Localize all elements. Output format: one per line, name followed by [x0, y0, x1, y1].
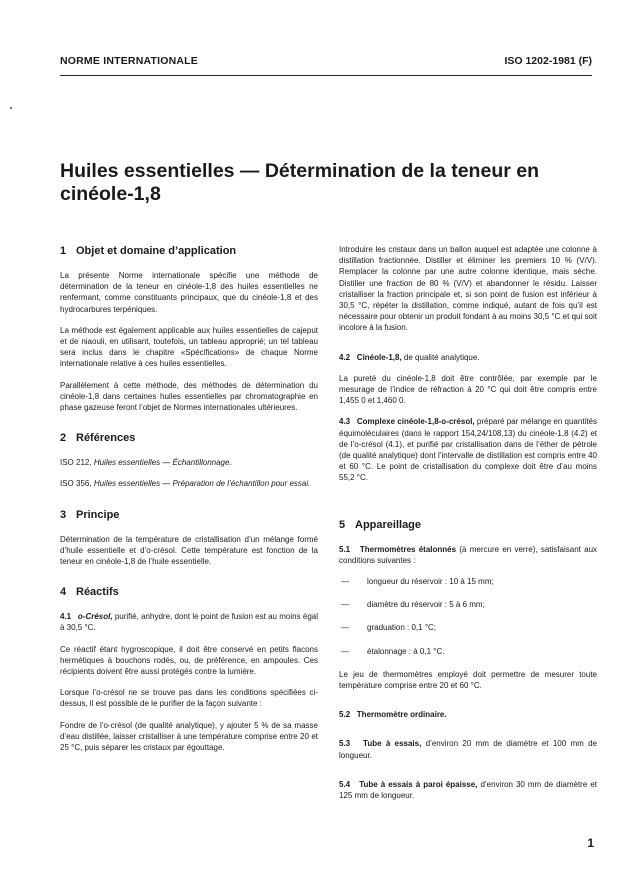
list-item: — étalonnage : à 0,1 °C. — [339, 646, 597, 657]
title-line-2: cinéole-1,8 — [60, 183, 161, 205]
purification-continuation: Introduire les cristaux dans un ballon auquel est adaptée une colonne à distillation fractionnée. Distiller et éliminer les premiers 10 % (V/V). Remplacer la colonne par une autre colonne identique, mais sèche. Distiller une fraction de 80 % (V/V) et abandonner le résidu. Laisser cristalliser la fraction principale et, si son point de fusion est inférieur à 30,5 °C, répéter la distillation, comme indiqué, autant de fois qu’il est nécessaire pour obtenir un produit fondant à au moins 30,5 °C et qui soit incolore à la fusion. — [339, 245, 597, 333]
list-item: — graduation : 0,1 °C; — [339, 622, 597, 633]
reference-iso-212: ISO 212, Huiles essentielles — Échantillonnage. — [60, 458, 232, 468]
section-3-heading: 3 Principe — [60, 508, 120, 521]
document-title — [60, 160, 580, 206]
subsection-4-3: 4.3 Complexe cinéole-1,8-o-crésol, préparé par mélange en quantités équimoléculaires (dans le rapport 154,24/108,13) du cinéole-1,8 (4.2) et de l’o-crésol (4.1), et purifié par cristallisation dans de l’éther de pétrole (de qualité analytique) dont l’intervalle de distillation est compris entre 40 et 60 °C. Le point de cristallisation du complexe doit être d’au moins 55,2 °C. — [339, 417, 597, 483]
section-3-paragraph: Détermination de la température de cristallisation d’un mélange formé d’huile essentielle et d’o-crésol. Cette température est fonction de la teneur en cinéole-1,8 de l’huile essentielle. — [60, 534, 318, 567]
subsection-4-2-paragraph: La pureté du cinéole-1,8 doit être contrôlée, par exemple par le mesurage de l’indice de réfraction à 20 °C qui doit être compris entre 1,455 0 et 1,460 0. — [339, 373, 597, 406]
header-rule — [60, 75, 592, 76]
right-column — [339, 244, 597, 801]
thermometer-conditions-list — [339, 576, 597, 657]
section-1-paragraph-1: La présente Norme internationale spécifie une méthode de détermination de la teneur en cinéole-1,8 des huiles essentielles ne renfermant, comme constituants principaux, que du cinéole-1,8 et des hydrocarbures terpéniques. — [60, 271, 318, 314]
subsection-4-1: 4.1 o-Crésol, purifié, anhydre, dont le point de fusion est au moins égal à 30,5 °C. — [60, 612, 318, 633]
section-1-paragraph-2: La méthode est également applicable aux huiles essentielles de cajeput et de niaouli, en utilisant, toutefois, un tableau approprié; un tel tableau sera inclus dans le chapitre «Spécifications» de chaque Norme internationale relative à ces huiles essentielles. — [60, 325, 318, 369]
section-5-heading: 5 Appareillage — [339, 518, 422, 531]
list-item: — longueur du réservoir : 10 à 15 mm; — [339, 576, 597, 587]
subsection-5-1-paragraph: Le jeu de thermomètres employé doit permettre de mesurer toute température comprise entre 20 et 60 °C. — [339, 669, 597, 691]
left-column — [60, 244, 318, 753]
subsection-5-2: 5.2 Thermomètre ordinaire. — [339, 710, 447, 720]
header-standard-number: ISO 1202-1981 (F) — [504, 55, 592, 67]
subsection-4-2: 4.2 Cinéole-1,8, de qualité analytique. — [339, 352, 480, 362]
section-4-heading: 4 Réactifs — [60, 586, 119, 599]
margin-dot — [10, 107, 12, 109]
subsection-5-3: 5.3 Tube à essais, d’environ 20 mm de diamètre et 100 mm de longueur. — [339, 739, 598, 760]
reference-iso-356: ISO 356, Huiles essentielles — Préparation de l’échantillon pour essai. — [60, 479, 311, 489]
header-standard-type: NORME INTERNATIONALE — [60, 55, 198, 67]
page-number: 1 — [587, 836, 594, 850]
list-item: — diamètre du réservoir : 5 à 6 mm; — [339, 599, 597, 610]
title-line-1: Huiles essentielles — Détermination de la teneur en — [60, 160, 539, 182]
section-1-paragraph-3: Parallèlement à cette méthode, des méthodes de détermination du cinéole-1,8 dans certaines huiles essentielles par chromatographie en phase gazeuse feront l’objet de Normes internationales ultérieures. — [60, 380, 318, 413]
section-2-heading: 2 Références — [60, 432, 136, 445]
page-header — [60, 55, 592, 75]
section-4-paragraph-3: Lorsque l’o-crésol ne se trouve pas dans les conditions spécifiées ci-dessus, il est possible de le purifier de la façon suivante : — [60, 688, 318, 709]
subsection-5-1: 5.1 Thermomètres étalonnés (à mercure en verre), satisfaisant aux conditions suivantes : — [339, 544, 598, 565]
section-4-paragraph-4: Fondre de l’o-crésol (de qualité analytique), y ajouter 5 % de sa masse d’eau distillée, laisser cristalliser à une température comprise entre 20 et 25 °C, puis séparer les cristaux par égouttage. — [60, 720, 318, 753]
section-4-paragraph-2: Ce réactif étant hygroscopique, il doit être conservé en petits flacons hermétiques à bouchons rodés, ou, de préférence, en ampoules. Ces récipients doivent être aussi protégés contre la lumière. — [60, 644, 318, 677]
section-1-heading: 1 Objet et domaine d’application — [60, 245, 237, 257]
subsection-5-4: 5.4 Tube à essais à paroi épaisse, d’environ 30 mm de diamètre et 125 mm de longueur. — [339, 779, 597, 801]
